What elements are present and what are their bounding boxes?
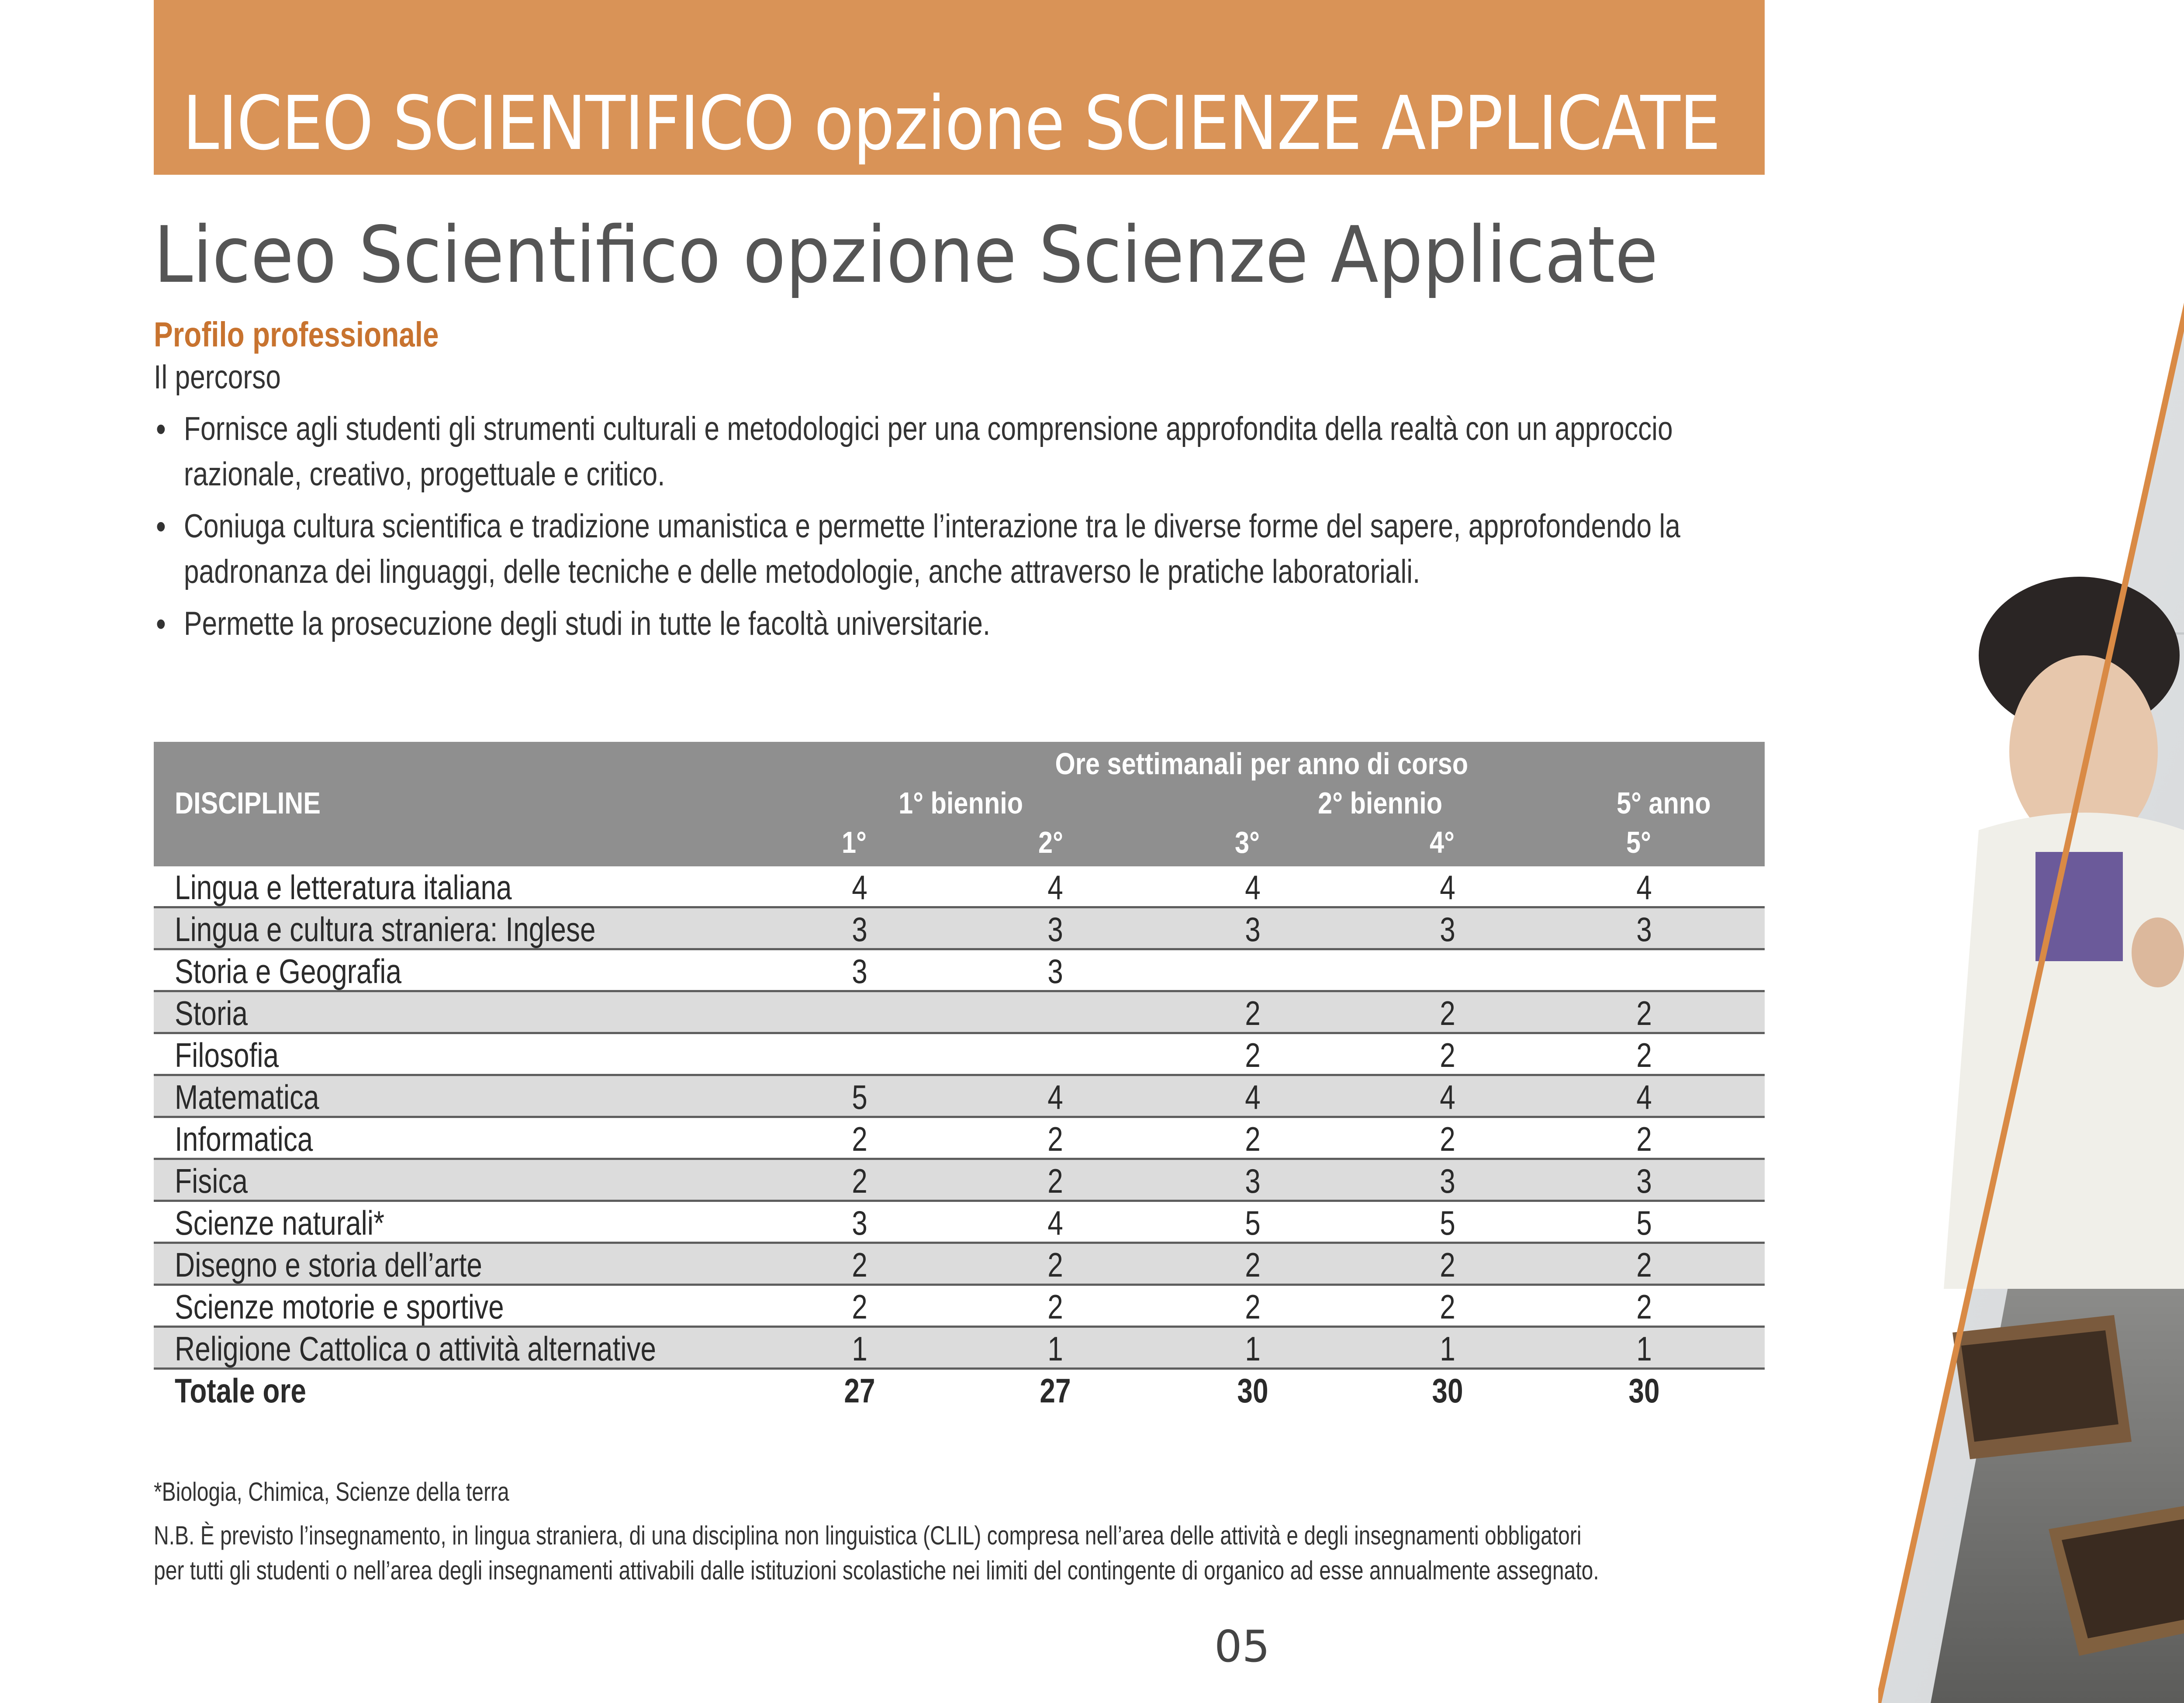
hours-cell: 4 [1047, 1204, 1063, 1242]
hours-cell: 5 [1245, 1204, 1261, 1242]
hours-cell: 3 [852, 1204, 867, 1242]
table-body [154, 866, 1765, 1412]
hours-cell: 2 [1245, 1288, 1261, 1326]
discipline-name: Scienze motorie e sportive [175, 1288, 504, 1326]
hours-cell: 2 [1440, 1036, 1455, 1074]
hours-cell: 1 [1636, 1329, 1652, 1368]
hours-cell: 4 [1047, 868, 1063, 907]
discipline-header: DISCIPLINE [175, 786, 321, 820]
hours-cell: 1 [1047, 1329, 1063, 1368]
hours-cell: 2 [852, 1162, 867, 1200]
hours-cell: 3 [1047, 952, 1063, 990]
bullet-text: Fornisce agli studenti gli strumenti culturali e metodologici per una comprensione approfondita della realtà con un approccio razionale, creativo, progettuale e critico. [183, 410, 1673, 493]
bullet-item [154, 601, 1748, 647]
year-header-4: 4° [1430, 825, 1455, 859]
hours-table [154, 742, 1765, 1412]
table-row [154, 866, 1765, 908]
hours-cell: 2 [852, 1288, 867, 1326]
discipline-name: Storia [175, 994, 248, 1032]
table-row [154, 1034, 1765, 1076]
footnote: *Biologia, Chimica, Scienze della terra [154, 1477, 509, 1506]
group-header-1: 1° biennio [898, 786, 1023, 820]
hours-cell: 5 [852, 1078, 867, 1116]
profile-heading: Profilo professionale [154, 315, 439, 354]
hours-cell: 3 [852, 952, 867, 990]
bullet-text: Permette la prosecuzione degli studi in tutte le facoltà universitarie. [183, 605, 991, 642]
hours-cell: 2 [1636, 1288, 1652, 1326]
hours-cell: 2 [1636, 1120, 1652, 1158]
hours-cell: 2 [852, 1120, 867, 1158]
discipline-name: Filosofia [175, 1036, 279, 1074]
hours-cell: 27 [844, 1371, 875, 1410]
hours-cell: 3 [852, 910, 867, 948]
bullet-item [154, 406, 1748, 497]
hours-cell: 30 [1628, 1371, 1660, 1410]
hours-cell: 2 [1636, 1246, 1652, 1284]
clil-note [154, 1518, 1599, 1588]
year-header-3: 3° [1235, 825, 1260, 859]
hours-cell: 2 [1245, 1120, 1261, 1158]
hours-cell: 3 [1440, 910, 1455, 948]
bullet-text: Coniuga cultura scientifica e tradizione umanistica e permette l’interazione tra le diverse forme del sapere, approfondendo la padronanza dei linguaggi, delle tecniche e delle metodologie, anche attraverso le pratiche laboratoriali. [183, 508, 1680, 590]
hours-cell: 2 [1245, 994, 1261, 1032]
discipline-name: Totale ore [175, 1371, 306, 1410]
bullet-icon: • [156, 409, 166, 448]
table-row [154, 1160, 1765, 1202]
hours-header: Ore settimanali per anno di corso [1055, 747, 1469, 781]
hours-cell: 2 [1636, 994, 1652, 1032]
hours-cell: 2 [1440, 1246, 1455, 1284]
hours-cell: 4 [1636, 1078, 1652, 1116]
bullet-icon: • [156, 604, 166, 643]
hours-cell: 2 [1245, 1036, 1261, 1074]
table-row [154, 950, 1765, 992]
group-header-2: 2° biennio [1318, 786, 1443, 820]
clil-note-line: per tutti gli studenti o nell’area degli insegnamenti attivabili dalle istituzioni scolastiche nei limiti del contingente di organico ad esse annualmente assegnato. [154, 1556, 1599, 1585]
header-banner-title: LICEO SCIENTIFICO opzione SCIENZE APPLICATE [183, 80, 1720, 167]
hours-cell: 3 [1636, 1162, 1652, 1200]
bullet-icon: • [156, 507, 166, 546]
table-row [154, 1118, 1765, 1160]
discipline-name: Matematica [175, 1078, 319, 1116]
hours-cell: 2 [1047, 1288, 1063, 1326]
intro-text: Il percorso [154, 359, 281, 396]
hours-cell: 3 [1245, 1162, 1261, 1200]
hours-cell: 4 [1440, 868, 1455, 907]
hours-cell: 1 [1245, 1329, 1261, 1368]
discipline-name: Lingua e cultura straniera: Inglese [175, 910, 596, 948]
page-title: Liceo Scientifico opzione Scienze Applicate [154, 210, 1658, 300]
hours-cell: 4 [1047, 1078, 1063, 1116]
bullet-list [154, 406, 1748, 653]
discipline-name: Scienze naturali* [175, 1204, 384, 1242]
table-row [154, 908, 1765, 950]
hours-cell: 4 [1636, 868, 1652, 907]
hours-cell: 5 [1440, 1204, 1455, 1242]
table-row [154, 992, 1765, 1034]
hours-cell: 4 [1245, 868, 1261, 907]
hours-cell: 2 [1047, 1246, 1063, 1284]
table-row [154, 1076, 1765, 1118]
hours-cell: 5 [1636, 1204, 1652, 1242]
table-row [154, 1202, 1765, 1244]
hours-cell: 1 [852, 1329, 867, 1368]
group-header-3: 5° anno [1617, 786, 1711, 820]
hours-cell: 3 [1047, 910, 1063, 948]
year-header-1: 1° [842, 825, 867, 859]
year-header-2: 2° [1038, 825, 1063, 859]
hours-cell: 2 [1636, 1036, 1652, 1074]
hours-cell: 2 [1440, 1288, 1455, 1326]
discipline-name: Religione Cattolica o attività alternative [175, 1329, 657, 1368]
hours-cell: 4 [852, 868, 867, 907]
students-in-laboratory-photo [1878, 0, 2184, 1703]
hours-cell: 2 [1440, 994, 1455, 1032]
clil-note-line: N.B. È previsto l’insegnamento, in lingua straniera, di una disciplina non linguistica (CLIL) compresa nell’area delle attività e degli insegnamenti obbligatori [154, 1521, 1582, 1550]
table-row [154, 1286, 1765, 1328]
year-header-5: 5° [1626, 825, 1651, 859]
hours-cell: 4 [1440, 1078, 1455, 1116]
hours-cell: 2 [1440, 1120, 1455, 1158]
discipline-name: Informatica [175, 1120, 313, 1158]
bullet-item [154, 504, 1748, 595]
hours-cell: 3 [1440, 1162, 1455, 1200]
hours-cell: 27 [1040, 1371, 1071, 1410]
table-row [154, 1328, 1765, 1370]
header-band [154, 0, 1765, 175]
hours-cell: 2 [852, 1246, 867, 1284]
hours-cell: 3 [1636, 910, 1652, 948]
page-number: 05 [1214, 1621, 1270, 1672]
discipline-name: Storia e Geografia [175, 952, 402, 990]
hours-cell: 3 [1245, 910, 1261, 948]
hours-cell: 2 [1245, 1246, 1261, 1284]
hours-cell: 2 [1047, 1120, 1063, 1158]
hours-cell: 2 [1047, 1162, 1063, 1200]
total-row [154, 1370, 1765, 1412]
discipline-name: Fisica [175, 1162, 248, 1200]
discipline-name: Lingua e letteratura italiana [175, 868, 512, 907]
discipline-name: Disegno e storia dell’arte [175, 1246, 482, 1284]
hours-cell: 4 [1245, 1078, 1261, 1116]
hours-cell: 1 [1440, 1329, 1455, 1368]
table-row [154, 1244, 1765, 1286]
hours-cell: 30 [1432, 1371, 1463, 1410]
table-header [154, 742, 1765, 866]
hours-cell: 30 [1237, 1371, 1268, 1410]
